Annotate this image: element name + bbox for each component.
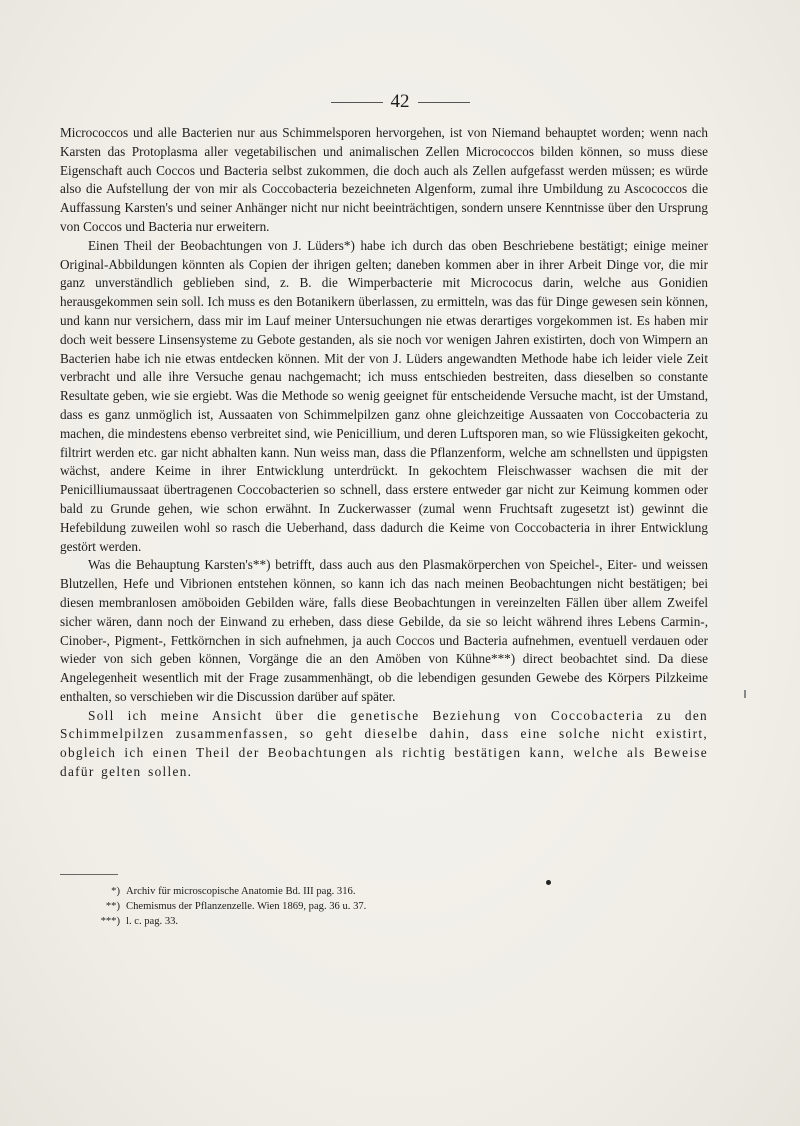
paragraph-3: Was die Behauptung Karsten's**) betrifft, dass auch aus den Plasmakörperchen von Speichel-, Eiter- und weissen Blutzellen, Hefe und Vibrionen entstehen können, so kann ich das nach meinen Beobachtungen nicht bestätigen; bei diesen membranlosen amöboiden Gebilden wäre, falls diese Beobachtungen in vereinzelten Fällen über allem Zweifel sicher wären, dann noch der Einwand zu erheben, dass diese Gebilde, da sie so leicht während ihres Lebens Carmin-, Cinober-, Pigment-, Fettkörnchen in sich aufnehmen, ja auch Coccos und Bacteria aufnehmen, eventuell verdauen oder wieder von sich geben können, Vorgänge die an den Amöben von Kühne***) direct beobachtet sind. Da diese Angelegenheit wesentlich mit der Frage zusammenhängt, ob die lebendigen gesunden Gewebe des Körpers Pilzkeime enthalten, so verschieben wir die Discussion darüber auf später. — [60, 557, 708, 704]
paragraph-1: Micrococcos und alle Bacterien nur aus Schimmelsporen hervorgehen, ist von Niemand behauptet worden; wenn nach Karsten das Protoplasma aller vegetabilischen und animalischen Zellen Micrococcos bilden können, so muss diese Eigenschaft auch Coccos und Bacteria selbst zukommen, die doch auch als Zellen aufgefasst werden müssen; es würde also die Aufstellung der von mir als Coccobacteria bezeichneten Algenform, zumal ihre Umbildung zu Ascococcos die Auffassung Karsten's und seiner Anhänger nicht nur nicht beeinträchtigen, sondern unsere Kenntnisse über den Ursprung von Coccos und Bacteria nur erweitern. — [60, 125, 708, 234]
margin-mark — [744, 690, 746, 698]
footnote-mark: *) — [111, 886, 120, 897]
footnote-1 — [96, 884, 616, 899]
header-rule-right — [418, 102, 470, 103]
footnote-rule — [60, 874, 118, 875]
footnote-2 — [96, 899, 616, 914]
footnote-mark: **) — [105, 901, 120, 912]
footnotes — [96, 884, 616, 929]
footnote-text: Chemismus der Pflanzenzelle. Wien 1869, pag. 36 u. 37. — [126, 901, 367, 912]
header-rule-left — [331, 102, 383, 103]
paragraph-conclusion: Soll ich meine Ansicht über die genetische Beziehung von Coccobacteria zu den Schimmelpilzen zusammenfassen, so geht dieselbe dahin, dass eine solche nicht existirt, obgleich ich einen Theil der Beobachtungen als richtig bestätigen kann, welche als Beweise dafür gelten sollen. — [60, 707, 708, 779]
footnote-text: l. c. pag. 33. — [126, 916, 179, 927]
body-text — [60, 124, 708, 782]
page-header — [0, 92, 800, 112]
footnote-mark: ***) — [100, 916, 120, 927]
footnote-text: Archiv für microscopische Anatomie Bd. III pag. 316. — [126, 886, 356, 897]
page-number: 42 — [390, 91, 410, 112]
footnote-3 — [96, 914, 616, 929]
paragraph-2: Einen Theil der Beobachtungen von J. Lüders*) habe ich durch das oben Beschriebene bestätigt; einige meiner Original-Abbildungen könnten als Copien der ihrigen gelten; daneben kommen aber in ihrer Arbeit Dinge vor, die mir ganz unverständlich geblieben sind, z. B. die Wimperbacterie mit Micrococus darin, welche aus Gonidien herausgekommen sein soll. Ich muss es den Botanikern überlassen, zu ermitteln, was das für Dinge gewesen sein können, und kann nur versichern, dass mir im Lauf meiner Untersuchungen nie etwas derartiges vorgekommen ist. Es haben mir doch weit bessere Linsensysteme zu Gebote gestanden, als sie noch vor wenigen Jahren existirten, doch von Wimpern an Bacterien habe ich nie etwas entdecken können. Mit der von J. Lüders angewandten Methode habe ich leider viele Zeit verbracht und alle ihre Versuche genau nachgemacht; ich muss entschieden bestreiten, dass dieselben so constante Resultate geben, wie sie ergiebt. Was die Methode so wenig geeignet für entscheidende Versuche macht, ist der Umstand, dass es ganz unmöglich ist, Aussaaten von Schimmelpilzen ganz ohne gleichzeitige Aussaaten von Coccobacteria zu machen, die mindestens ebenso verbreitet sind, wie Penicillium, und deren Luftsporen man, so wie Flüssigkeiten gekocht, filtrirt werden etc. gar nicht abhalten kann. Nun weiss man, dass die Pflanzenform, welche am schnellsten und üppigsten wächst, andere Keime in ihrer Entwicklung unterdrückt. In gekochtem Fleischwasser wachsen die mit der Penicilliumaussaat übertragenen Coccobacterien so schnell, dass erstere entweder gar nicht zur Keimung kommen oder bald zu Grunde gehen, wie schon erwähnt. In Zuckerwasser (zumal wenn Fruchtsaft zugesetzt ist) gewinnt die Hefebildung zuweilen wohl so rasch die Ueberhand, dass dadurch die Keime von Coccobacteria in ihrer Entwicklung gestört werden. — [60, 237, 708, 554]
